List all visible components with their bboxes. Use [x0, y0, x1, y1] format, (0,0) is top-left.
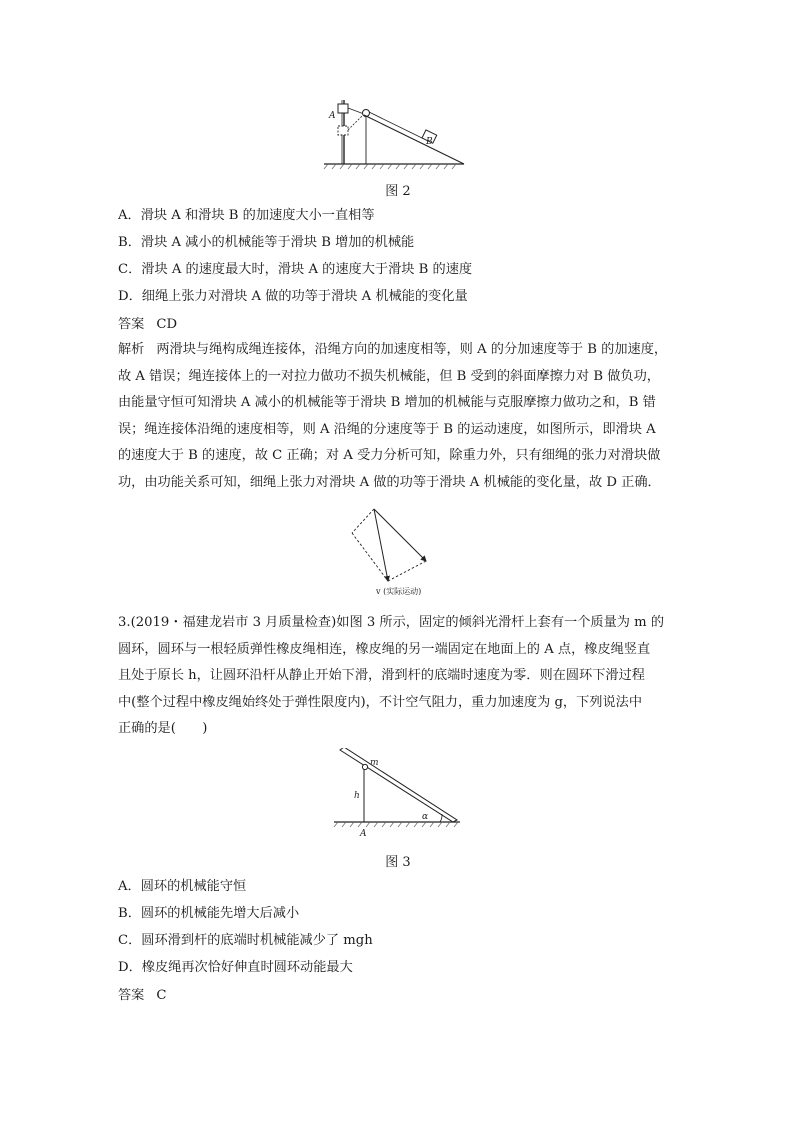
figure-3-incline-rod-diagram — [330, 748, 465, 843]
figure-3-label-alpha: α — [422, 812, 429, 822]
q2-answer-value: CD — [156, 317, 178, 332]
figure-3-caption: 图 3 — [385, 855, 411, 870]
q2-analysis-line-4: 误；绳连接体沿绳的速度相等，则 A 沿绳的分速度等于 B 的运动速度，如图所示，即滑块 A — [118, 421, 656, 437]
q3-stem-line-2: 圆环，圆环与一根轻质弹性橡皮绳相连，橡皮绳的另一端固定在地面上的 A 点，橡皮绳竖直 — [118, 641, 651, 657]
q2-option-b: B．滑块 A 减小的机械能等于滑块 B 增加的机械能 — [118, 235, 415, 250]
figure-2-label-b: B — [426, 137, 433, 147]
q3-stem-line-3: 且处于原长 h，让圆环沿杆从静止开始下滑，滑到杆的底端时速度为零．则在圆环下滑过程 — [118, 668, 645, 684]
velocity-label: v (实际运动) — [376, 587, 422, 596]
figure-2-caption: 图 2 — [385, 184, 411, 199]
q2-analysis-line-2: 故 A 错误；绳连接体上的一对拉力做功不损失机械能，但 B 受到的斜面摩擦力对 B 做负功， — [118, 368, 660, 384]
q3-stem — [118, 610, 678, 743]
q2-option-c: C．滑块 A 的速度最大时，滑块 A 的速度大于滑块 B 的速度 — [118, 262, 473, 277]
q2-analysis-line-1: 解析 两滑块与绳构成绳连接体，沿绳方向的加速度相等，则 A 的分加速度等于 B 的加速度， — [118, 342, 668, 357]
q2-answer-label: 答案 — [118, 317, 145, 332]
q3-option-a: A．圆环的机械能守恒 — [118, 879, 247, 894]
figure-3-label-a: A — [360, 829, 367, 839]
q3-stem-line-1: 3.(2019・福建龙岩市 3 月质量检查)如图 3 所示，固定的倾斜光滑杆上套有一个质量为 m 的 — [118, 615, 665, 630]
q2-option-a: A．滑块 A 和滑块 B 的加速度大小一直相等 — [118, 208, 375, 223]
q3-answer-label: 答案 — [118, 988, 145, 1003]
figure-3-label-h: h — [354, 791, 360, 801]
q2-option-d: D．细绳上张力对滑块 A 做的功等于滑块 A 机械能的变化量 — [118, 289, 468, 304]
figure-2-pulley-diagram — [318, 92, 468, 170]
q2-analysis-label: 解析 — [118, 342, 145, 357]
q2-analysis-line-3: 由能量守恒可知滑块 A 减小的机械能等于滑块 B 增加的机械能与克服摩擦力做功之和，B 错 — [118, 395, 656, 411]
velocity-decomposition-diagram — [340, 505, 450, 600]
q3-stem-line-5: 正确的是( ) — [118, 721, 208, 737]
q2-analysis-line-5: 的速度大于 B 的速度，故 C 正确；对 A 受力分析可知，除重力外，只有细绳的张力对滑块做 — [118, 448, 661, 464]
q3-option-c: C．圆环滑到杆的底端时机械能减少了 mgh — [118, 933, 373, 948]
q3-stem-line-4: 中(整个过程中橡皮绳始终处于弹性限度内)，不计空气阻力，重力加速度为 g，下列说法中 — [118, 694, 643, 710]
q2-analysis — [118, 337, 678, 497]
q3-option-b: B．圆环的机械能先增大后减小 — [118, 906, 300, 921]
q3-answer-value: C — [156, 988, 167, 1003]
q3-answer — [118, 986, 166, 1006]
q2-analysis-line-6: 功，由功能关系可知，细绳上张力对滑块 A 做的功等于滑块 A 机械能的变化量，故 D 正确． — [118, 474, 661, 490]
q3-option-d: D．橡皮绳再次恰好伸直时圆环动能最大 — [118, 960, 353, 975]
figure-2-label-a: A — [329, 111, 336, 121]
q2-answer — [118, 315, 177, 335]
figure-3-label-m: m — [370, 758, 379, 768]
